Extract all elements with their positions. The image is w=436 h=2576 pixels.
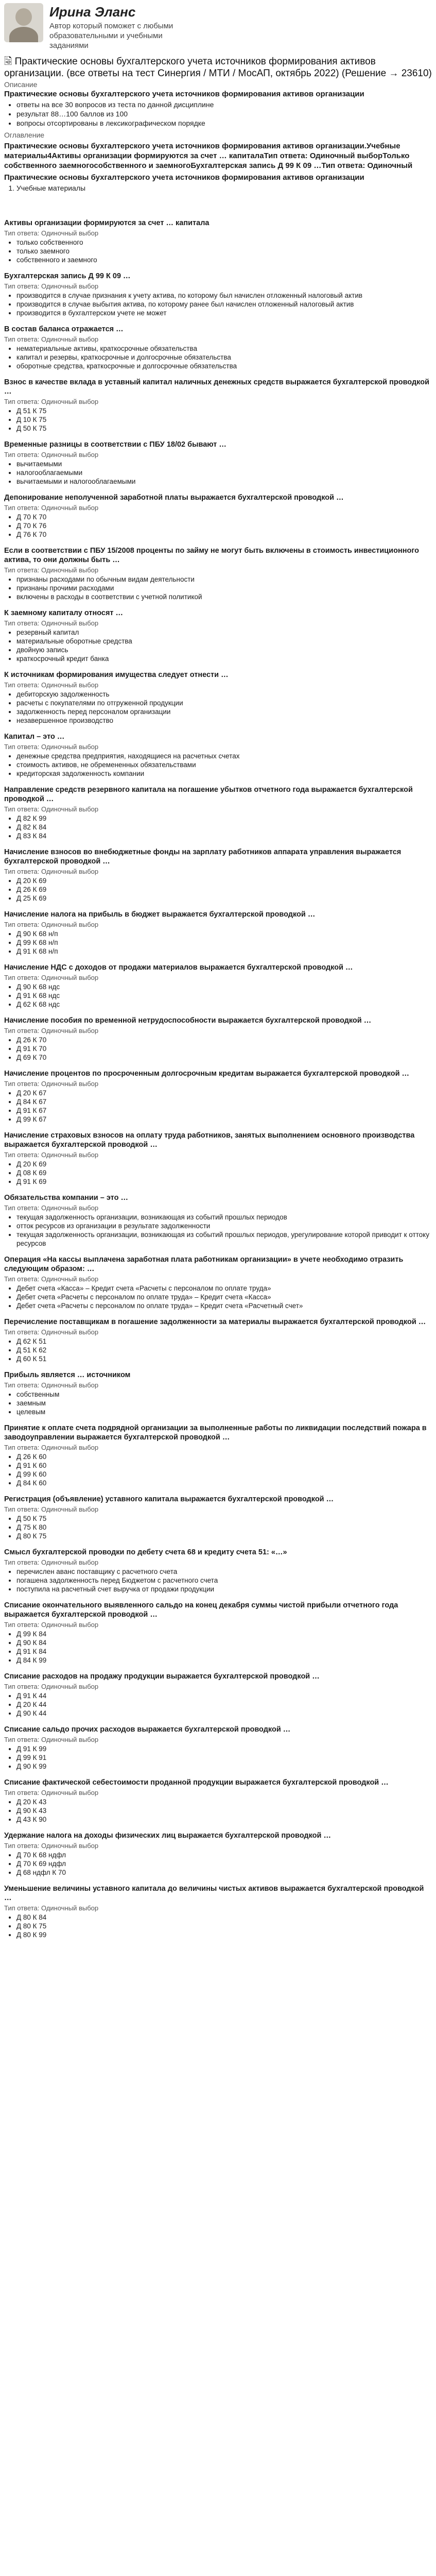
toc-item[interactable]: 1. Учебные материалы: [16, 183, 432, 193]
author-info: [49, 3, 183, 50]
answer-type: Тип ответа: Одиночный выбор: [4, 1444, 99, 1451]
question-block: [4, 1601, 432, 1665]
question-block: [4, 1131, 432, 1186]
answer-type: Тип ответа: Одиночный выбор: [4, 1080, 99, 1088]
answer-option: • Д 99 К 60: [16, 1470, 432, 1479]
question-block: [4, 963, 432, 1009]
answer-option: • Д 20 К 69: [16, 876, 432, 885]
answer-option: • капитал и резервы, краткосрочные и долгосрочные обязательства: [16, 353, 432, 362]
answer-option: • погашена задолженность перед Бюджетом с расчетного счета: [16, 1576, 432, 1585]
answer-options: [4, 344, 432, 370]
question-title: Удержание налога на доходы физических лиц выражается бухгалтерской проводкой …: [4, 1832, 331, 1840]
question-title: Бухгалтерская запись Д 99 К 09 …: [4, 272, 131, 280]
question-block: [4, 1317, 432, 1363]
answer-option: • Д 26 К 60: [16, 1452, 432, 1461]
answer-options: [4, 1691, 432, 1718]
author-name[interactable]: Ирина Эланс: [49, 4, 136, 20]
answer-option: • Д 90 К 68 н/п: [16, 929, 432, 938]
question-block: [4, 1495, 432, 1540]
answer-option: • Д 91 К 67: [16, 1106, 432, 1115]
answer-option: • собственным: [16, 1390, 432, 1399]
answer-option: • краткосрочный кредит банка: [16, 654, 432, 663]
answer-option: • Д 91 К 44: [16, 1691, 432, 1700]
answer-option: • только собственного: [16, 238, 432, 247]
answer-option: • расчеты с покупателями по отгруженной продукции: [16, 699, 432, 707]
answer-option: • Д 50 К 75: [16, 1514, 432, 1523]
answer-option: • Д 50 К 75: [16, 424, 432, 433]
answer-type: Тип ответа: Одиночный выбор: [4, 1904, 99, 1912]
question-title: Списание сальдо прочих расходов выражается бухгалтерской проводкой …: [4, 1725, 291, 1734]
answer-type: Тип ответа: Одиночный выбор: [4, 1621, 99, 1629]
answer-options: [4, 1514, 432, 1540]
answer-option: • Д 75 К 80: [16, 1523, 432, 1532]
answer-option: • Д 91 К 60: [16, 1461, 432, 1470]
question-title: К источникам формирования имущества следует отнести …: [4, 671, 229, 679]
answer-options: [4, 1337, 432, 1363]
answer-option: • Д 82 К 99: [16, 814, 432, 823]
answer-option: • Д 26 К 69: [16, 885, 432, 894]
answer-type: Тип ответа: Одиночный выбор: [4, 229, 99, 237]
question-block: [4, 546, 432, 601]
question-block: [4, 218, 432, 264]
answer-option: • Д 70 К 68 ндфл: [16, 1851, 432, 1859]
answer-option: • Д 80 К 75: [16, 1922, 432, 1930]
answer-option: • незавершенное производство: [16, 716, 432, 725]
answer-type: Тип ответа: Одиночный выбор: [4, 1842, 99, 1850]
answer-option: • Д 90 К 99: [16, 1762, 432, 1771]
answer-option: • только заемного: [16, 247, 432, 256]
question-block: [4, 1423, 432, 1487]
question-block: [4, 1016, 432, 1062]
answer-options: [4, 513, 432, 539]
question-title: Взнос в качестве вклада в уставный капитал наличных денежных средств выражается бухгалтерской проводкой …: [4, 378, 429, 396]
answer-option: • Д 91 К 68 ндс: [16, 991, 432, 1000]
question-title: Начисление НДС с доходов от продажи материалов выражается бухгалтерской проводкой …: [4, 963, 353, 972]
answer-options: [4, 1284, 432, 1310]
answer-option: • производится в случае выбытия актива, по которому ранее был начислен отложенный налоговый актив: [16, 300, 432, 309]
answer-option: • Д 60 К 51: [16, 1354, 432, 1363]
answer-type: Тип ответа: Одиночный выбор: [4, 1736, 99, 1743]
answer-options: [4, 1798, 432, 1824]
answer-option: • Д 51 К 75: [16, 406, 432, 415]
answer-type: Тип ответа: Одиночный выбор: [4, 974, 99, 981]
answer-option: • признаны расходами по обычным видам деятельности: [16, 575, 432, 584]
answer-type: Тип ответа: Одиночный выбор: [4, 619, 99, 627]
answer-type: Тип ответа: Одиночный выбор: [4, 282, 99, 290]
answer-type: Тип ответа: Одиночный выбор: [4, 504, 99, 512]
answer-option: • Д 90 К 68 ндс: [16, 982, 432, 991]
answer-type: Тип ответа: Одиночный выбор: [4, 1204, 99, 1212]
answer-option: • Д 70 К 70: [16, 513, 432, 521]
question-block: [4, 1370, 432, 1416]
answer-option: • денежные средства предприятия, находящиеся на расчетных счетах: [16, 752, 432, 760]
answer-options: [4, 1744, 432, 1771]
answer-options: [4, 1036, 432, 1062]
avatar[interactable]: [4, 3, 43, 42]
content: [0, 56, 436, 1939]
answer-option: • налогооблагаемыми: [16, 468, 432, 477]
answer-options: [4, 1630, 432, 1665]
answer-option: • Д 91 К 69: [16, 1177, 432, 1186]
answer-options: [4, 1452, 432, 1487]
answer-options: [4, 1160, 432, 1186]
answer-option: • Д 99 К 91: [16, 1753, 432, 1762]
question-title: Начисление налога на прибыль в бюджет выражается бухгалтерской проводкой …: [4, 910, 316, 919]
question-title: Депонирование неполученной заработной платы выражается бухгалтерской проводкой …: [4, 494, 344, 502]
toc-heading: Практические основы бухгалтерского учета источников формирования активов организации.Учебные материалы4Активы организации формируются за счет … капиталаТип ответа: Одиночный выборТолько собственного заемногособственного и заемногоБухгалтерская запись Д 99 К 09 …Тип ответа: Одиночный: [4, 142, 413, 170]
answer-option: • Д 69 К 70: [16, 1053, 432, 1062]
answer-options: [4, 575, 432, 601]
answer-option: • Д 83 К 84: [16, 832, 432, 840]
answer-option: • Д 84 К 67: [16, 1097, 432, 1106]
question-title: Списание фактической себестоимости проданной продукции выражается бухгалтерской проводкой …: [4, 1778, 389, 1787]
answer-type: Тип ответа: Одиночный выбор: [4, 681, 99, 689]
question-title: Капитал – это …: [4, 733, 65, 741]
question-block: [4, 325, 432, 370]
question-block: [4, 732, 432, 778]
question-title: Начисление процентов по просроченным долгосрочным кредитам выражается бухгалтерской проводкой …: [4, 1070, 410, 1078]
answer-options: [4, 1089, 432, 1124]
answer-option: • Д 62 К 51: [16, 1337, 432, 1346]
answer-option: • Дебет счета «Расчеты с персоналом по оплате труда» – Кредит счета «Расчетный счет»: [16, 1301, 432, 1310]
answer-options: [4, 291, 432, 317]
question-title: Операция «На кассы выплачена заработная плата работникам организации» в учете необходимо отразить следующим образом: …: [4, 1256, 404, 1273]
answer-option: • Д 20 К 43: [16, 1798, 432, 1806]
intro-item: • результат 88…100 баллов из 100: [16, 109, 432, 118]
answer-option: • вычитаемыми и налогооблагаемыми: [16, 477, 432, 486]
answer-type: Тип ответа: Одиночный выбор: [4, 1789, 99, 1797]
answer-option: • Д 91 К 70: [16, 1044, 432, 1053]
question-block: [4, 1548, 432, 1594]
question-block: [4, 440, 432, 486]
answer-option: • Д 99 К 84: [16, 1630, 432, 1638]
answer-option: • Д 43 К 90: [16, 1815, 432, 1824]
question-block: [4, 1884, 432, 1939]
answer-option: • Д 90 К 44: [16, 1709, 432, 1718]
question-title: Направление средств резервного капитала на погашение убытков отчетного года выражается бухгалтерской проводкой …: [4, 786, 413, 803]
intro-item: • вопросы отсортированы в лексикографическом порядке: [16, 118, 432, 128]
answer-option: • целевым: [16, 1408, 432, 1416]
page-title: 🗟 Практические основы бухгалтерского учета источников формирования активов организации. (все ответы на тест Синергия / МТИ / МосАП, октябрь 2022) (Решение → 23610): [4, 56, 432, 79]
author-description: Автор который поможет с любыми образовательными и учебными заданиями: [49, 22, 173, 50]
answer-type: Тип ответа: Одиночный выбор: [4, 1027, 99, 1035]
question-title: Прибыль является … источником: [4, 1371, 131, 1379]
answer-option: • Дебет счета «Касса» – Кредит счета «Расчеты с персоналом по оплате труда»: [16, 1284, 432, 1293]
answer-type: Тип ответа: Одиночный выбор: [4, 1505, 99, 1513]
answer-options: [4, 238, 432, 264]
answer-option: • Д 62 К 68 ндс: [16, 1000, 432, 1009]
answer-option: • Д 84 К 99: [16, 1656, 432, 1665]
question-block: [4, 670, 432, 725]
question-block: [4, 1831, 432, 1877]
answer-option: • Д 80 К 75: [16, 1532, 432, 1540]
answer-options: [4, 876, 432, 903]
question-block: [4, 1672, 432, 1718]
question-block: [4, 785, 432, 840]
answer-type: Тип ответа: Одиночный выбор: [4, 335, 99, 343]
answer-option: • Д 26 К 70: [16, 1036, 432, 1044]
answer-option: • Дебет счета «Расчеты с персоналом по оплате труда» – Кредит счета «Касса»: [16, 1293, 432, 1301]
toc-heading-2: Практические основы бухгалтерского учета источников формирования активов организации: [4, 173, 364, 182]
answer-option: • Д 20 К 69: [16, 1160, 432, 1168]
question-block: [4, 848, 432, 903]
question-title: Принятие к оплате счета подрядной организации за выполненные работы по ликвидации последствий пожара в заводоуправлении выражается бухгалтерской проводкой …: [4, 1424, 427, 1442]
answer-option: • заемным: [16, 1399, 432, 1408]
answer-option: • нематериальные активы, краткосрочные обязательства: [16, 344, 432, 353]
intro-list: [4, 100, 432, 128]
answer-option: • перечислен аванс поставщику с расчетного счета: [16, 1567, 432, 1576]
answer-option: • кредиторская задолженность компании: [16, 769, 432, 778]
answer-options: [4, 690, 432, 725]
question-block: [4, 1725, 432, 1771]
question-title: Смысл бухгалтерской проводки по дебету счета 68 и кредиту счета 51: «…»: [4, 1548, 287, 1556]
answer-option: • Д 10 К 75: [16, 415, 432, 424]
answer-options: [4, 1913, 432, 1939]
question-block: [4, 608, 432, 663]
question-title: Начисление страховых взносов на оплату труда работников, занятых выполнением основного производства выражается бухгалтерской проводкой …: [4, 1131, 415, 1149]
question-title: Перечисление поставщикам в погашение задолженности за материалы выражается бухгалтерской проводкой …: [4, 1318, 426, 1326]
answer-type: Тип ответа: Одиночный выбор: [4, 1683, 99, 1690]
intro-item: • ответы на все 30 вопросов из теста по данной дисциплине: [16, 100, 432, 109]
question-block: [4, 1193, 432, 1248]
document-icon: 🗟: [4, 56, 15, 67]
answer-option: • материальные оборотные средства: [16, 637, 432, 646]
toc-list: [4, 183, 432, 193]
answer-type: Тип ответа: Одиночный выбор: [4, 1151, 99, 1159]
answer-option: • Д 99 К 67: [16, 1115, 432, 1124]
answer-options: [4, 752, 432, 778]
answer-option: • Д 08 К 69: [16, 1168, 432, 1177]
questions-list: [4, 218, 432, 1939]
answer-options: [4, 814, 432, 840]
answer-option: • Д 91 К 68 н/п: [16, 947, 432, 956]
answer-option: • текущая задолженность организации, возникающая из событий прошлых периодов: [16, 1213, 432, 1222]
answer-option: • Д 91 К 99: [16, 1744, 432, 1753]
question-title: В состав баланса отражается …: [4, 325, 124, 333]
summary-heading: Практические основы бухгалтерского учета источников формирования активов организации: [4, 90, 364, 98]
answer-options: [4, 1567, 432, 1594]
answer-option: • Д 70 К 76: [16, 521, 432, 530]
question-block: [4, 378, 432, 433]
question-title: Обязательства компании – это …: [4, 1194, 128, 1202]
answer-options: [4, 1851, 432, 1877]
answer-type: Тип ответа: Одиночный выбор: [4, 398, 99, 405]
answer-option: • поступила на расчетный счет выручка от продажи продукции: [16, 1585, 432, 1594]
question-title: Начисление взносов во внебюджетные фонды на зарплату работников аппарата управления выражается бухгалтерской проводкой …: [4, 848, 402, 866]
answer-option: • Д 70 К 69 ндфл: [16, 1859, 432, 1868]
answer-option: • производится в случае признания к учету актива, по которому был начислен отложенный налоговый актив: [16, 291, 432, 300]
answer-type: Тип ответа: Одиночный выбор: [4, 566, 99, 574]
question-block: [4, 1778, 432, 1824]
answer-options: [4, 982, 432, 1009]
answer-type: Тип ответа: Одиночный выбор: [4, 1558, 99, 1566]
toc-label: Оглавление: [4, 131, 45, 139]
answer-type: Тип ответа: Одиночный выбор: [4, 805, 99, 813]
spacer: [4, 196, 432, 211]
answer-option: • включены в расходы в соответствии с учетной политикой: [16, 592, 432, 601]
answer-option: • Д 84 К 60: [16, 1479, 432, 1487]
question-title: Регистрация (объявление) уставного капитала выражается бухгалтерской проводкой …: [4, 1495, 334, 1503]
answer-options: [4, 1390, 432, 1416]
answer-option: • признаны прочими расходами: [16, 584, 432, 592]
answer-options: [4, 406, 432, 433]
answer-option: • Д 99 К 68 н/п: [16, 938, 432, 947]
answer-option: • Д 20 К 44: [16, 1700, 432, 1709]
question-title: Списание окончательного выявленного сальдо на конец декабря суммы чистой прибыли отчетного года выражается бухгалтерской проводкой …: [4, 1601, 398, 1619]
question-title: Списание расходов на продажу продукции выражается бухгалтерской проводкой …: [4, 1672, 320, 1681]
answer-option: • стоимость активов, не обремененных обязательствами: [16, 760, 432, 769]
author-header: [0, 0, 436, 53]
question-title: Уменьшение величины уставного капитала до величины чистых активов выражается бухгалтерской проводкой …: [4, 1885, 424, 1902]
answer-type: Тип ответа: Одиночный выбор: [4, 1328, 99, 1336]
answer-option: • собственного и заемного: [16, 256, 432, 264]
answer-option: • Д 80 К 99: [16, 1930, 432, 1939]
answer-option: • Д 91 К 84: [16, 1647, 432, 1656]
answer-option: • Д 90 К 84: [16, 1638, 432, 1647]
answer-options: [4, 628, 432, 663]
answer-option: • текущая задолженность организации, возникающая из событий прошлых периодов, урегулирование которой приводит к оттоку ресурсов: [16, 1230, 432, 1248]
answer-options: [4, 1213, 432, 1248]
answer-option: • производится в бухгалтерском учете не может: [16, 309, 432, 317]
answer-option: • задолженность перед персоналом организации: [16, 707, 432, 716]
answer-type: Тип ответа: Одиночный выбор: [4, 1275, 99, 1283]
answer-option: • вычитаемыми: [16, 460, 432, 468]
question-block: [4, 272, 432, 317]
answer-option: • двойную запись: [16, 646, 432, 654]
answer-option: • дебиторскую задолженность: [16, 690, 432, 699]
question-title: Если в соответствии с ПБУ 15/2008 проценты по займу не могут быть включены в стоимость инвестиционного актива, то они должны быть …: [4, 547, 420, 564]
question-title: К заемному капиталу относят …: [4, 609, 124, 617]
answer-options: [4, 929, 432, 956]
answer-option: • Д 80 К 84: [16, 1913, 432, 1922]
answer-options: [4, 460, 432, 486]
answer-type: Тип ответа: Одиночный выбор: [4, 451, 99, 459]
answer-option: • резервный капитал: [16, 628, 432, 637]
answer-option: • Д 25 К 69: [16, 894, 432, 903]
answer-type: Тип ответа: Одиночный выбор: [4, 743, 99, 751]
question-title: Начисление пособия по временной нетрудоспособности выражается бухгалтерской проводкой …: [4, 1016, 372, 1025]
answer-option: • Д 68 ндфл К 70: [16, 1868, 432, 1877]
question-block: [4, 910, 432, 956]
answer-option: • отток ресурсов из организации в результате задолженности: [16, 1222, 432, 1230]
question-block: [4, 1255, 432, 1310]
answer-option: • Д 76 К 70: [16, 530, 432, 539]
question-block: [4, 1069, 432, 1124]
answer-option: • оборотные средства, краткосрочные и долгосрочные обязательства: [16, 362, 432, 370]
answer-option: • Д 20 К 67: [16, 1089, 432, 1097]
question-block: [4, 493, 432, 539]
answer-type: Тип ответа: Одиночный выбор: [4, 921, 99, 928]
question-title: Активы организации формируются за счет … капитала: [4, 219, 210, 227]
answer-option: • Д 82 К 84: [16, 823, 432, 832]
answer-type: Тип ответа: Одиночный выбор: [4, 1381, 99, 1389]
question-title: Временные разницы в соответствии с ПБУ 18/02 бывают …: [4, 440, 226, 449]
answer-type: Тип ответа: Одиночный выбор: [4, 868, 99, 875]
answer-option: • Д 51 К 62: [16, 1346, 432, 1354]
answer-option: • Д 90 К 43: [16, 1806, 432, 1815]
description-label: Описание: [4, 80, 38, 89]
